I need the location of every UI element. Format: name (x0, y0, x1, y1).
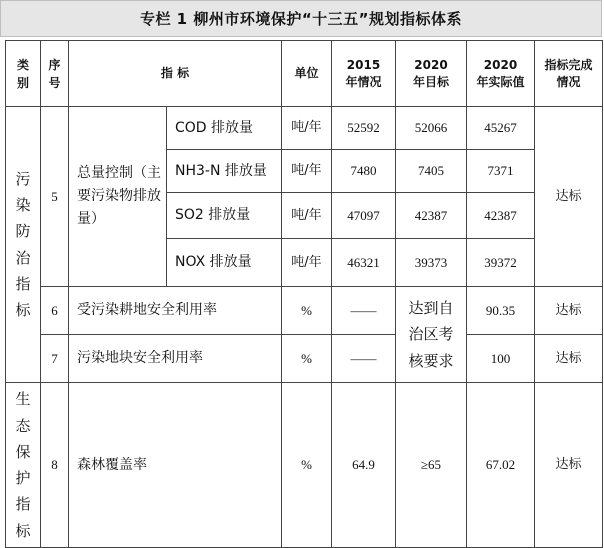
table-title: 专栏 1 柳州市环境保护“十三五”规划指标体系 (0, 0, 602, 37)
header-row (6, 41, 603, 107)
header-unit: 单位 (282, 41, 332, 107)
value-target: 达到自治区考核要求 (396, 287, 467, 383)
header-category: 类别 (6, 41, 41, 107)
value-target: 39373 (396, 239, 467, 287)
sub-indicator: NOX 排放量 (167, 239, 282, 287)
header-2020-actual: 2020 年实际值 (467, 41, 535, 107)
value-actual: 90.35 (467, 287, 535, 335)
unit-cell: 吨/年 (282, 107, 332, 150)
value-2015: 46321 (332, 239, 396, 287)
table-row (6, 287, 603, 335)
status-cell: 达标 (535, 383, 603, 548)
value-actual: 100 (467, 335, 535, 383)
unit-cell: % (282, 383, 332, 548)
seq-cell: 8 (41, 383, 69, 548)
unit-cell: 吨/年 (282, 150, 332, 193)
value-target: 7405 (396, 150, 467, 193)
status-cell: 达标 (535, 107, 603, 287)
table-row (6, 383, 603, 548)
group-ecology: 生态保护指标 (6, 383, 41, 548)
unit-cell: 吨/年 (282, 239, 332, 287)
sub-indicator: NH3-N 排放量 (167, 150, 282, 193)
value-target: 42387 (396, 193, 467, 239)
header-2015: 2015 年情况 (332, 41, 396, 107)
indicator-cell: 总量控制（主要污染物排放量） (69, 107, 167, 287)
indicator-table (5, 40, 603, 548)
status-cell: 达标 (535, 335, 603, 383)
status-cell: 达标 (535, 287, 603, 335)
value-2015: 52592 (332, 107, 396, 150)
unit-cell: 吨/年 (282, 193, 332, 239)
header-status: 指标完成情况 (535, 41, 603, 107)
value-actual: 42387 (467, 193, 535, 239)
value-actual: 39372 (467, 239, 535, 287)
value-2015: 47097 (332, 193, 396, 239)
sub-indicator: COD 排放量 (167, 107, 282, 150)
value-2015: —— (332, 335, 396, 383)
value-target: 52066 (396, 107, 467, 150)
value-2015: 7480 (332, 150, 396, 193)
seq-cell: 7 (41, 335, 69, 383)
value-actual: 7371 (467, 150, 535, 193)
indicator-cell: 污染地块安全利用率 (69, 335, 282, 383)
value-2015: 64.9 (332, 383, 396, 548)
unit-cell: % (282, 335, 332, 383)
sub-indicator: SO2 排放量 (167, 193, 282, 239)
group-pollution: 污染防治指标 (6, 107, 41, 383)
seq-cell: 5 (41, 107, 69, 287)
header-2020-target: 2020 年目标 (396, 41, 467, 107)
unit-cell: % (282, 287, 332, 335)
header-seq: 序号 (41, 41, 69, 107)
header-indicator: 指 标 (69, 41, 282, 107)
value-2015: —— (332, 287, 396, 335)
indicator-cell: 受污染耕地安全利用率 (69, 287, 282, 335)
table-row (6, 107, 603, 150)
seq-cell: 6 (41, 287, 69, 335)
value-target: ≥65 (396, 383, 467, 548)
value-actual: 67.02 (467, 383, 535, 548)
indicator-cell: 森林覆盖率 (69, 383, 282, 548)
value-actual: 45267 (467, 107, 535, 150)
table-row (6, 335, 603, 383)
